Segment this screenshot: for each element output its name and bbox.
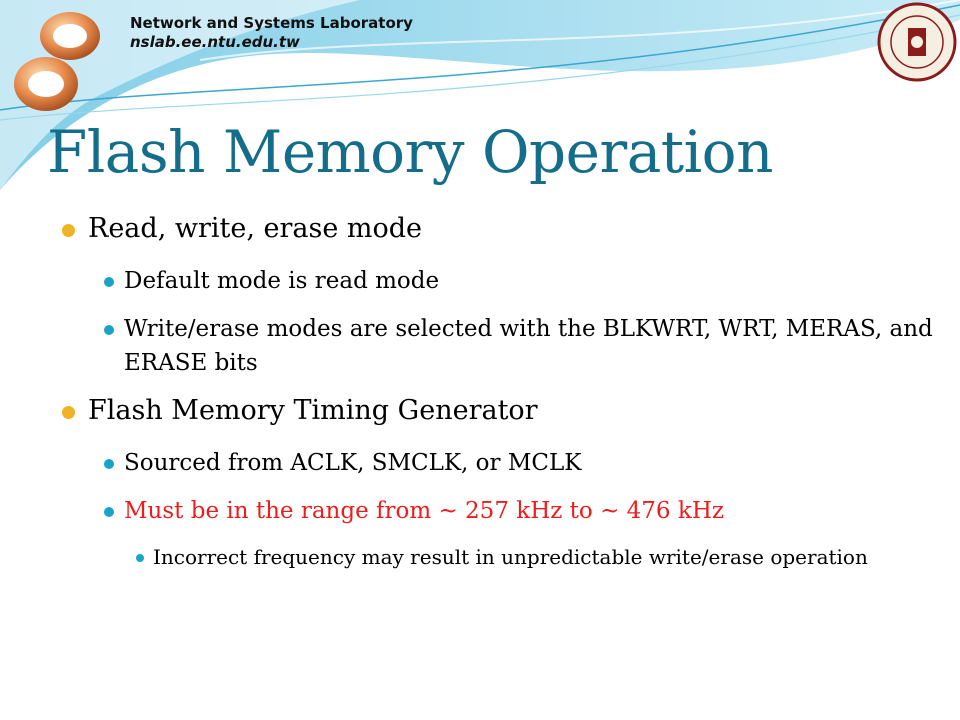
lab-url: nslab.ee.ntu.edu.tw [130, 33, 300, 51]
bullet-text: Flash Memory Timing Generator [88, 395, 538, 426]
bullet-clock-source [56, 446, 936, 480]
bullet-dot-icon [104, 325, 114, 335]
bullet-dot-icon [104, 507, 114, 517]
bullet-text: Write/erase modes are selected with the BLKWRT, WRT, MERAS, and ERASE bits [124, 316, 933, 376]
bullet-dot-icon [104, 459, 114, 469]
bullet-frequency-range [56, 494, 936, 528]
bullet-default-mode [56, 264, 936, 298]
bullet-dot-icon [136, 554, 144, 562]
lab-name: Network and Systems Laboratory [130, 14, 413, 32]
bullet-incorrect-frequency [56, 542, 936, 572]
bullet-text: Must be in the range from ~ 257 kHz to ~ 476 kHz [124, 498, 724, 524]
bullet-dot-icon [104, 277, 114, 287]
bullet-timing-generator [56, 394, 936, 428]
slide-body [56, 212, 936, 582]
bullet-read-write-erase [56, 212, 936, 246]
bullet-dot-icon [62, 406, 75, 419]
bullet-text: Incorrect frequency may result in unpredictable write/erase operation [153, 545, 868, 569]
slide-title: Flash Memory Operation [47, 118, 773, 186]
bullet-text: Default mode is read mode [124, 268, 440, 294]
infinity-ring-logo-icon [8, 6, 108, 118]
bullet-text: Sourced from ACLK, SMCLK, or MCLK [124, 450, 582, 476]
bullet-text: Read, write, erase mode [88, 213, 423, 244]
bullet-write-erase-modes [56, 312, 936, 380]
ntu-seal-icon [877, 2, 957, 82]
bullet-dot-icon [62, 224, 75, 237]
